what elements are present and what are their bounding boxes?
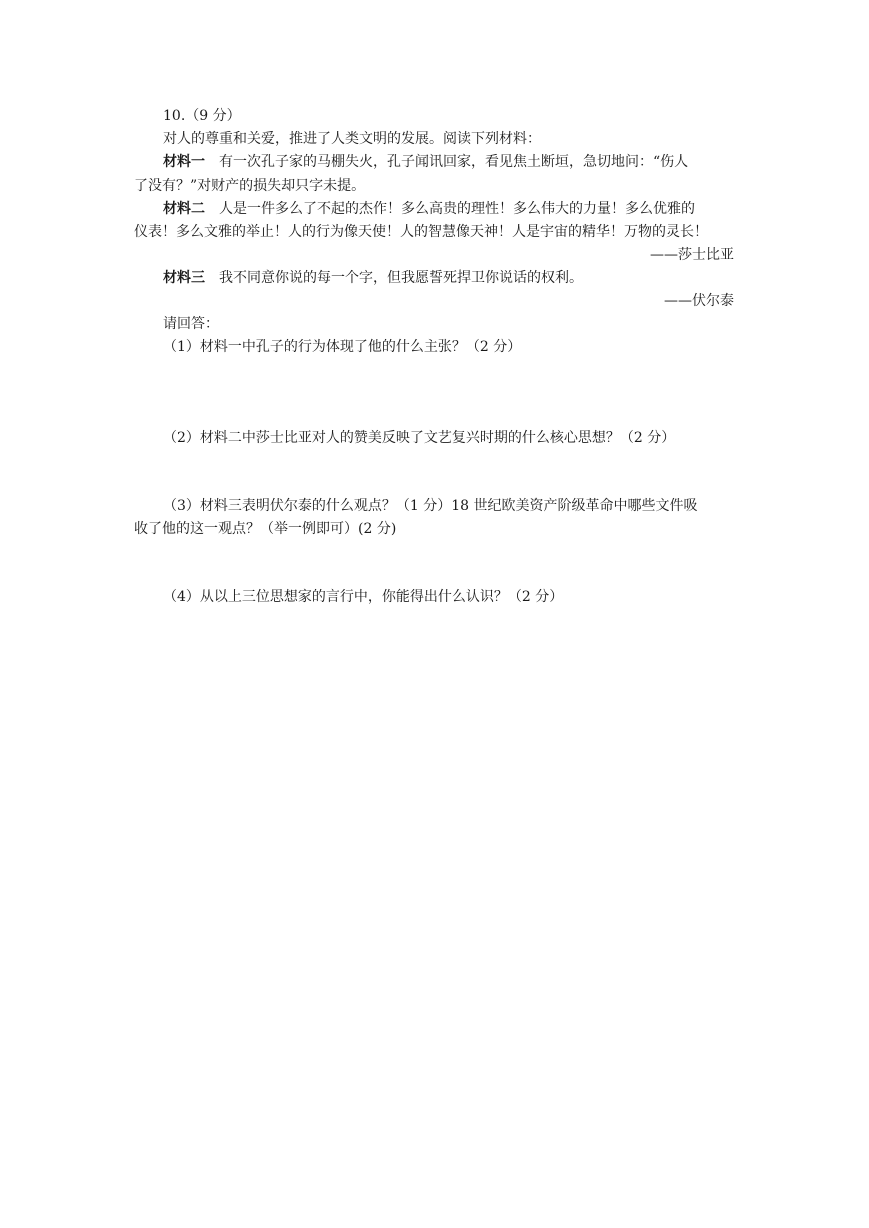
material-three-attribution: ——伏尔泰 [664,293,734,309]
material-three-text-line1: 我不同意你说的每一个字，但我愿誓死捍卫你说话的权利。 [219,270,583,286]
material-two [163,199,695,219]
subquestion-1: （1）材料一中孔子的行为体现了他的什么主张？（2 分） [163,339,522,355]
material-two-tag: 材料二 [163,201,205,217]
material-one-tag: 材料一 [163,154,205,170]
subquestion-3-line1: （3）材料三表明伏尔泰的什么观点？（1 分）18 世纪欧美资产阶级革命中哪些文件吸 [163,498,698,514]
subquestion-2: （2）材料二中莎士比亚对人的赞美反映了文艺复兴时期的什么核心思想？（2 分） [163,430,676,446]
material-one-text-line2: 了没有？”对财产的损失却只字未提。 [134,178,366,194]
material-two-text-line2: 仪表！多么文雅的举止！人的行为像天使！人的智慧像天神！人是宇宙的精华！万物的灵长！ [134,224,708,240]
material-one-text-line1: 有一次孔子家的马棚失火，孔子闻讯回家，看见焦土断垣，急切地问：“伤人 [219,154,689,170]
material-three [163,268,583,288]
subquestion-4: （4）从以上三位思想家的言行中，你能得出什么认识？（2 分） [163,589,564,605]
material-two-attribution: ——莎士比亚 [650,247,734,263]
material-one [163,152,688,172]
material-three-tag: 材料三 [163,270,205,286]
subquestion-3-line2: 收了他的这一观点？（举一例即可）(2 分) [134,521,397,537]
material-two-text-line1: 人是一件多么了不起的杰作！多么高贵的理性！多么伟大的力量！多么优雅的 [219,201,695,217]
answer-prompt: 请回答： [163,316,219,332]
question-intro: 对人的尊重和关爱，推进了人类文明的发展。阅读下列材料： [163,131,541,147]
question-header: 10.（9 分） [163,108,241,124]
